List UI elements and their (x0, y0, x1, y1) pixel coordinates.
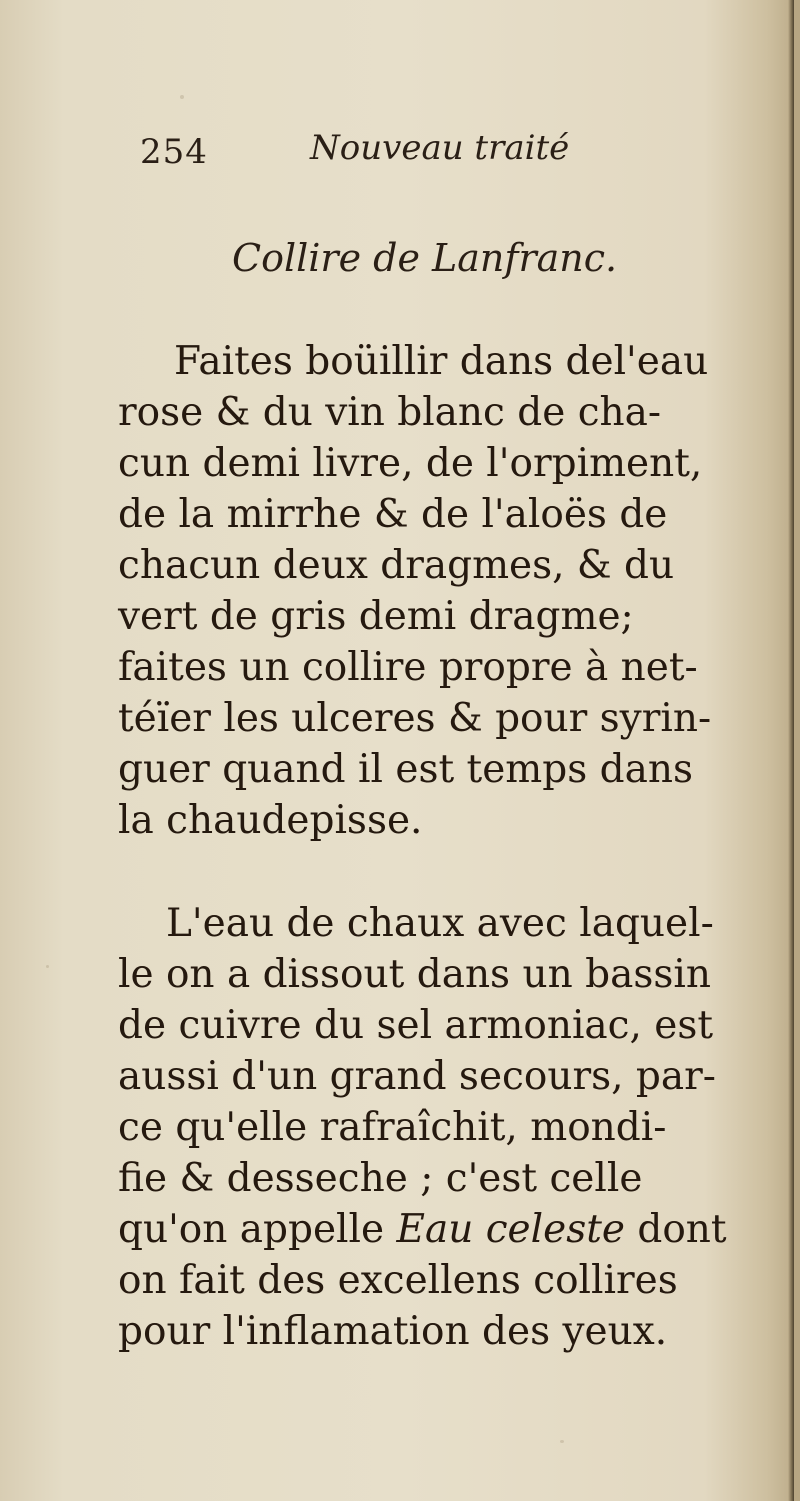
text-line: la chaudepisse. (118, 798, 423, 843)
page-gutter-shadow (788, 0, 794, 1501)
running-title: Nouveau traité (310, 128, 570, 168)
text-line: rose & du vin blanc de cha- (118, 390, 662, 435)
paper-spot (560, 1440, 564, 1443)
text-segment: dont (624, 1207, 727, 1252)
text-line: faites un collire propre à net- (118, 645, 698, 690)
text-line: L'eau de chaux avec laquel- (166, 901, 714, 946)
text-line: chacun deux dragmes, & du (118, 543, 675, 588)
text-line: de la mirrhe & de l'aloës de (118, 492, 668, 537)
text-line: pour l'inflamation des yeux. (118, 1309, 668, 1354)
paper-spot (180, 95, 184, 99)
text-line: le on a dissout dans un bassin (118, 952, 711, 997)
italic-term: Eau celeste (396, 1207, 625, 1252)
page-header (140, 128, 620, 178)
page-number: 254 (140, 132, 208, 172)
text-line: vert de gris demi dragme; (118, 594, 634, 639)
text-line: de cuivre du sel armoniac, est (118, 1003, 714, 1048)
paragraph-2 (118, 898, 727, 1357)
text-line: aussi d'un grand secours, par- (118, 1054, 716, 1099)
text-line: téïer les ulceres & pour syrin- (118, 696, 712, 741)
paragraph-1 (118, 336, 718, 846)
text-segment: qu'on appelle (118, 1207, 397, 1252)
page-edge (794, 0, 800, 1501)
text-line (118, 1204, 727, 1255)
text-line: ce qu'elle rafraîchit, mondi- (118, 1105, 667, 1150)
paper-spot (46, 965, 49, 968)
text-line: fie & desseche ; c'est celle (118, 1156, 643, 1201)
text-line: guer quand il est temps dans (118, 747, 693, 792)
text-line: cun demi livre, de l'orpiment, (118, 441, 703, 486)
text-line: Faites boüillir dans del'eau (174, 339, 709, 384)
text-line: on fait des excellens collires (118, 1258, 678, 1303)
section-title: Collire de Lanfranc. (232, 236, 618, 280)
